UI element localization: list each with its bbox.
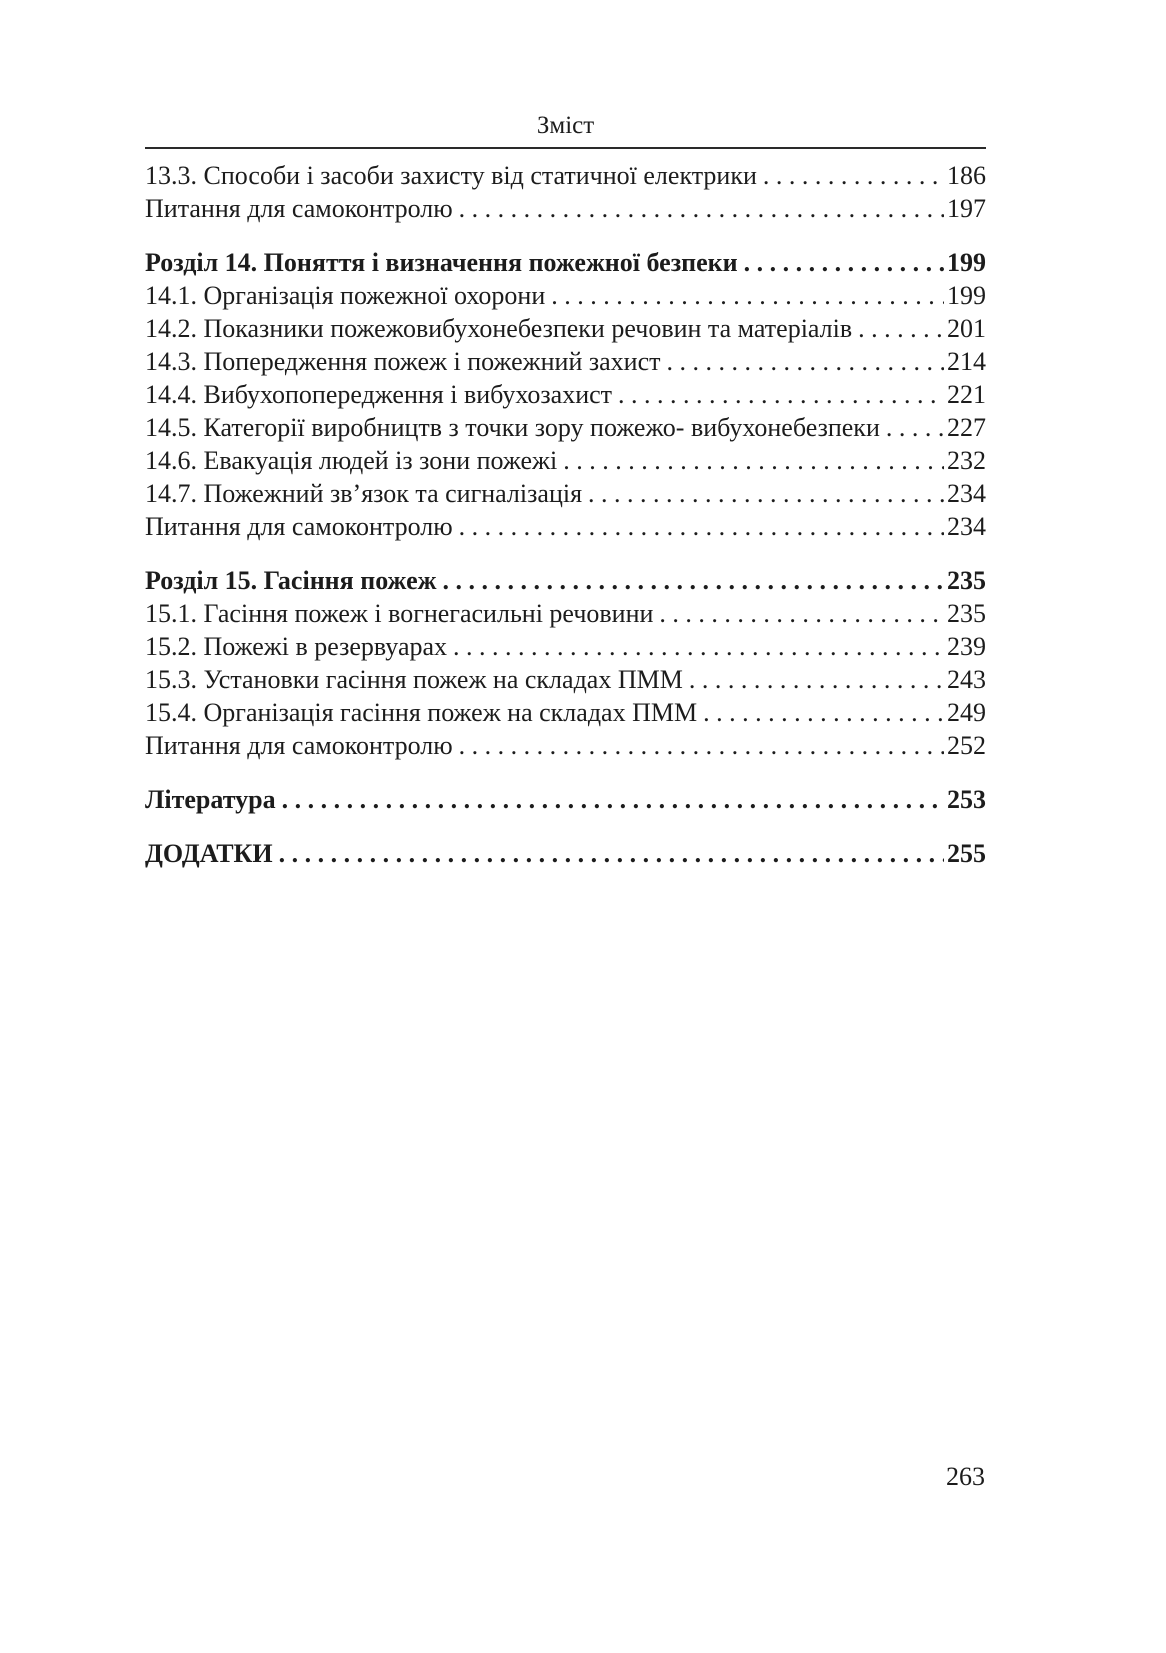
- page-header: [145, 0, 986, 149]
- toc-entry: [145, 630, 986, 663]
- toc-entry: [145, 411, 986, 444]
- toc-dot-leader: [551, 279, 944, 312]
- toc-dot-leader: [703, 696, 944, 729]
- toc-entry-label: 14.4. Вибухопопередження і вибухозахист: [145, 380, 613, 409]
- toc-dot-leader: [886, 411, 944, 444]
- toc-entry-page: 199: [947, 281, 986, 310]
- toc-dot-leader: [453, 630, 944, 663]
- toc-entry-label: Питання для самоконтролю: [145, 194, 453, 223]
- toc-dot-leader: [282, 783, 944, 816]
- toc-entry: [145, 510, 986, 543]
- toc-entry: [145, 564, 986, 597]
- toc-entry: [145, 663, 986, 696]
- toc-dot-leader: [618, 378, 944, 411]
- toc-entry-page: 252: [947, 731, 986, 760]
- toc-entry-page: 255: [947, 839, 986, 868]
- toc-entry-page: 186: [947, 161, 986, 190]
- toc-entry-page: 234: [947, 479, 986, 508]
- toc-entry: [145, 729, 986, 762]
- toc-entry-page: 199: [947, 248, 986, 277]
- toc-entry-page: 249: [947, 698, 986, 727]
- toc-dot-leader: [459, 192, 944, 225]
- toc-entry-page: 227: [947, 413, 986, 442]
- toc-dot-leader: [279, 837, 944, 870]
- toc-entry: [145, 159, 986, 192]
- toc-dot-leader: [563, 444, 944, 477]
- toc-entry: [145, 378, 986, 411]
- toc-entry: [145, 597, 986, 630]
- toc-dot-leader: [689, 663, 944, 696]
- toc-entry-label: 14.7. Пожежний зв’язок та сигналізація: [145, 479, 583, 508]
- toc-entry-page: 197: [947, 194, 986, 223]
- toc-entry-page: 239: [947, 632, 986, 661]
- toc-entry-label: ДОДАТКИ: [145, 839, 273, 868]
- toc-entry: [145, 837, 986, 870]
- toc-entry-label: 14.3. Попередження пожеж і пожежний захист: [145, 347, 661, 376]
- toc-entry-label: 14.2. Показники пожежовибухонебезпеки речовин та матеріалів: [145, 314, 853, 343]
- toc-entry-label: 15.3. Установки гасіння пожеж на складах ПММ: [145, 665, 683, 694]
- toc-entry-label: Розділ 14. Поняття і визначення пожежної безпеки: [145, 248, 738, 277]
- toc-entry-page: 235: [947, 599, 986, 628]
- toc-entry: [145, 312, 986, 345]
- toc-dot-leader: [666, 345, 944, 378]
- page-number: 263: [946, 1462, 985, 1491]
- toc-entry-label: Розділ 15. Гасіння пожеж: [145, 566, 437, 595]
- toc-entry-page: 235: [947, 566, 986, 595]
- toc-entry-page: 232: [947, 446, 986, 475]
- toc-entry-label: 15.1. Гасіння пожеж і вогнегасильні речовини: [145, 599, 654, 628]
- toc-dot-leader: [442, 564, 944, 597]
- toc-entry: [145, 444, 986, 477]
- toc-entry-label: 13.3. Способи і засоби захисту від статичної електрики: [145, 161, 757, 190]
- toc-entry-label: 15.4. Організація гасіння пожеж на складах ПММ: [145, 698, 698, 727]
- toc-entry-label: 14.1. Організація пожежної охорони: [145, 281, 546, 310]
- toc-entry-page: 253: [947, 785, 986, 814]
- toc-dot-leader: [459, 510, 944, 543]
- toc-entry: [145, 783, 986, 816]
- toc-entry: [145, 345, 986, 378]
- page-title: Зміст: [536, 112, 595, 139]
- toc-entry: [145, 192, 986, 225]
- toc-entry: [145, 246, 986, 279]
- toc-list: [145, 159, 986, 870]
- toc-entry-label: Література: [145, 785, 276, 814]
- toc-entry-label: Питання для самоконтролю: [145, 512, 453, 541]
- toc-entry-label: Питання для самоконтролю: [145, 731, 453, 760]
- toc-entry-label: 14.6. Евакуація людей із зони пожежі: [145, 446, 558, 475]
- toc-entry-page: 243: [947, 665, 986, 694]
- toc-entry-page: 201: [947, 314, 986, 343]
- toc-dot-leader: [763, 159, 944, 192]
- toc-dot-leader: [588, 477, 944, 510]
- toc-dot-leader: [744, 246, 944, 279]
- toc-entry-page: 221: [947, 380, 986, 409]
- toc-entry: [145, 279, 986, 312]
- toc-entry-label: 15.2. Пожежі в резервуарах: [145, 632, 448, 661]
- toc-entry-label: 14.5. Категорії виробництв з точки зору пожежо- вибухонебезпеки: [145, 413, 880, 442]
- toc-entry: [145, 477, 986, 510]
- toc-entry-page: 234: [947, 512, 986, 541]
- toc-dot-leader: [459, 729, 944, 762]
- toc-dot-leader: [659, 597, 944, 630]
- toc-entry: [145, 696, 986, 729]
- header-rule: [145, 147, 986, 149]
- toc-entry-page: 214: [947, 347, 986, 376]
- toc-dot-leader: [858, 312, 944, 345]
